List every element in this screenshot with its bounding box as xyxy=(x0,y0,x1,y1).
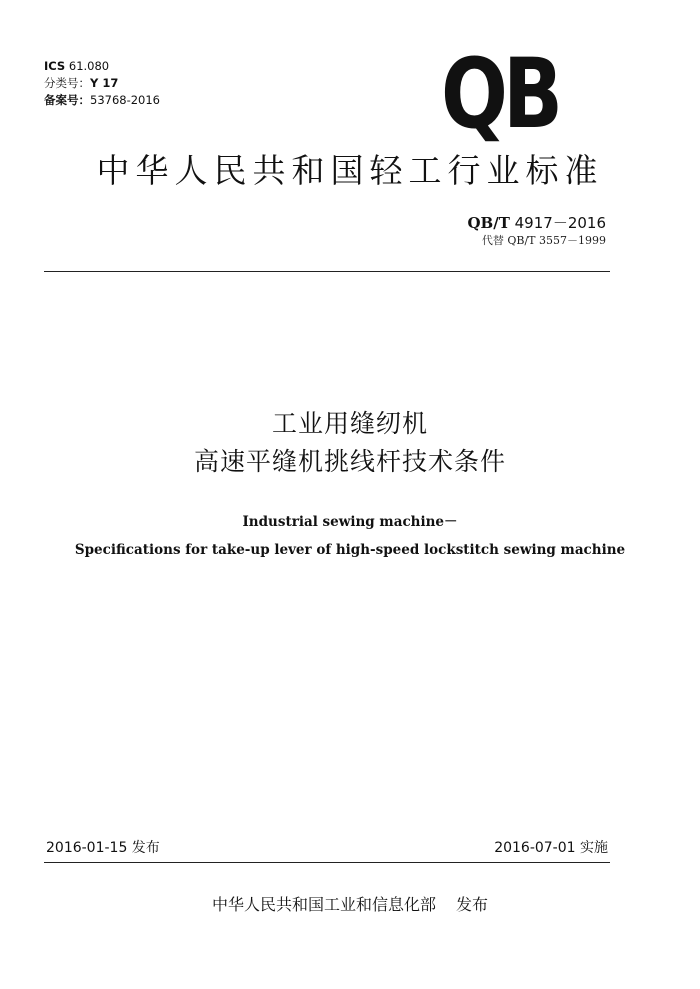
header-divider xyxy=(44,271,610,272)
department-action: 发布 xyxy=(456,895,489,914)
record-value: 53768-2016 xyxy=(90,93,160,107)
issue-date: 2016-01-15 发布 xyxy=(46,840,160,856)
title-en-line1: Industrial sewing machine－ xyxy=(242,514,458,530)
ics-value: 61.080 xyxy=(68,59,110,73)
department-name: 中华人民共和国工业和信息化部 xyxy=(211,895,436,914)
category-label: 分类号： xyxy=(44,76,90,90)
category-value: Y 17 xyxy=(90,76,119,90)
title-cn-line1: 工业用缝纫机 xyxy=(271,409,428,438)
title-en-line2: Specifications for take-up lever of high-speed lockstitch sewing machine xyxy=(74,542,626,558)
ics-line xyxy=(44,58,160,75)
category-line xyxy=(44,75,160,92)
classification-block xyxy=(44,58,160,109)
replaces-standard: 代替 QB/T 3557－1999 xyxy=(481,234,606,247)
qb-logo: QB xyxy=(441,38,559,150)
issuer-title: 中华人民共和国轻工行业标准 xyxy=(96,151,604,190)
implement-date: 2016-07-01 实施 xyxy=(494,840,608,856)
standard-number xyxy=(467,213,606,233)
standard-number-block xyxy=(467,213,606,249)
standard-code: QB/T xyxy=(467,214,510,232)
title-cn-line2: 高速平缝机挑线杆技术条件 xyxy=(193,447,506,476)
footer-divider xyxy=(44,862,610,863)
ics-label: ICS xyxy=(44,59,66,73)
record-line xyxy=(44,92,160,109)
issuing-department xyxy=(0,894,700,916)
standard-number-value: 4917－2016 xyxy=(514,214,606,232)
record-label: 备案号： xyxy=(44,93,90,107)
